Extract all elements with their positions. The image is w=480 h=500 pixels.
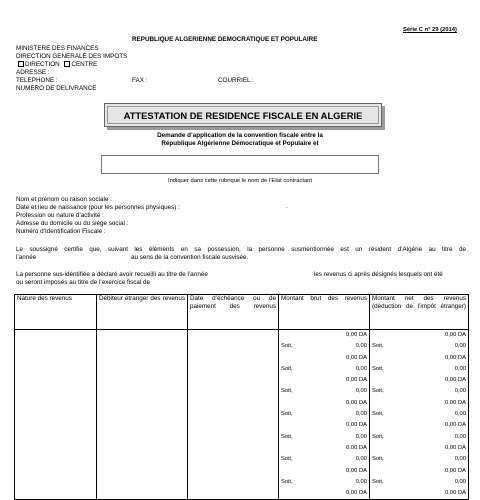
brut-soit-label: Soit, (281, 388, 293, 395)
request-line-2: République Algérienne Démocratique et Populaire et (161, 140, 319, 147)
net-amount-line (372, 488, 466, 499)
adresse-domicile-label: Adresse du domicile ou du siège social : (16, 220, 129, 227)
numero-delivrance-label: NUMERO DE DELIVRANCE (16, 85, 97, 92)
net-cell[interactable] (370, 330, 469, 500)
brut-amount-list (281, 330, 367, 499)
document-title: ATTESTATION DE RESIDENCE FISCALE EN ALGERIE (107, 106, 379, 124)
direction-generale-label: DIRECTION GENERALE DES IMPOTS (16, 53, 128, 60)
table-header-row (15, 295, 469, 330)
courriel-label: COURRIEL : (218, 77, 254, 84)
serie-reference: Série C n° 29 (2014) (403, 27, 457, 33)
brut-soit-label: Soit, (281, 343, 293, 350)
net-amount-line (372, 443, 466, 454)
brut-soit-label: Soit, (281, 433, 293, 440)
net-amount-value: 0,00 (454, 433, 466, 440)
net-amount-line (372, 364, 466, 375)
net-amount-value: 0,00 DA (445, 444, 466, 451)
brut-amount-value: 0,00 (355, 388, 367, 395)
net-amount-value: 0,00 (454, 365, 466, 372)
ministry-label: MINISTERE DES FINANCES (16, 45, 99, 52)
certification-line-2: au sens de la convention fiscale susvisée. (131, 254, 249, 261)
net-amount-line (372, 466, 466, 477)
header-nature: Nature des revenus (15, 295, 97, 330)
net-amount-value: 0,00 (454, 343, 466, 350)
net-amount-line (372, 341, 466, 352)
request-line-1: Demande d’application de la convention fiscale entre la (157, 132, 323, 139)
net-amount-line (372, 477, 466, 488)
brut-amount-line (281, 443, 367, 454)
brut-amount-value: 0,00 (355, 456, 367, 463)
net-amount-line (372, 420, 466, 431)
net-amount-value: 0,00 (454, 456, 466, 463)
date-lieu-label: Date et lieu de naissance (pour les personnes physiques) : (16, 204, 180, 211)
brut-amount-line (281, 398, 367, 409)
nom-label: Nom et prénom ou raison sociale : (16, 196, 112, 203)
brut-soit-label: Soit, (281, 456, 293, 463)
date-lieu-dot: . (286, 203, 288, 210)
title-banner (104, 103, 382, 127)
republic-title: REPUBLIQUE ALGERIENNE DEMOCRATIQUE ET POPULAIRE (132, 36, 318, 43)
centre-checkbox-label: CENTRE (71, 61, 98, 68)
direction-checkbox[interactable] (18, 61, 24, 67)
brut-amount-value: 0,00 DA (346, 490, 367, 497)
nif-label: Numéro d’Identification Fiscale : (16, 228, 106, 235)
header-net: Montant net des revenus (déduction de l’impôt étranger) (370, 295, 469, 330)
net-amount-line (372, 330, 466, 341)
revenues-table (14, 294, 469, 500)
net-soit-label: Soit, (372, 343, 384, 350)
net-amount-line (372, 353, 466, 364)
net-soit-label: Soit, (372, 433, 384, 440)
country-instruction: Indiquer dans cette rubrique le nom de l’Etat contractant (167, 178, 313, 184)
net-amount-line (372, 398, 466, 409)
brut-amount-value: 0,00 (355, 343, 367, 350)
brut-amount-line (281, 364, 367, 375)
net-amount-value: 0,00 DA (445, 422, 466, 429)
brut-amount-value: 0,00 (355, 478, 367, 485)
brut-soit-label: Soit, (281, 411, 293, 418)
certification-line-1: Le soussigné certifie que, suivant les éléments en sa possession, la personne susmentionnée est un résident d’Algérie au titre de (16, 246, 466, 253)
brut-amount-line (281, 375, 367, 386)
brut-amount-line (281, 353, 367, 364)
net-amount-line (372, 375, 466, 386)
table-row (15, 330, 469, 500)
fax-label: FAX : (132, 77, 148, 84)
net-soit-label: Soit, (372, 388, 384, 395)
date-cell[interactable] (188, 330, 279, 500)
net-amount-list (372, 330, 466, 499)
brut-amount-value: 0,00 (355, 411, 367, 418)
declaration-line-1a: La personne sus-identifiée a déclaré avoir recueilli au titre de l’année (16, 271, 208, 278)
brut-amount-line (281, 330, 367, 341)
brut-soit-label: Soit, (281, 365, 293, 372)
declaration-line-1b: les revenus ci après désignés lesquels ont été (314, 271, 443, 278)
net-amount-value: 0,00 DA (445, 467, 466, 474)
net-amount-value: 0,00 (454, 411, 466, 418)
net-amount-value: 0,00 DA (445, 399, 466, 406)
net-amount-value: 0,00 DA (445, 354, 466, 361)
brut-amount-line (281, 341, 367, 352)
net-amount-line (372, 432, 466, 443)
brut-amount-line (281, 466, 367, 477)
header-debiteur: Débiteur étranger des revenus (97, 295, 188, 330)
direction-type-row (18, 61, 97, 69)
brut-amount-value: 0,00 DA (346, 354, 367, 361)
brut-amount-line (281, 477, 367, 488)
telephone-label: TELEPHONE : (16, 77, 58, 84)
brut-amount-line (281, 386, 367, 397)
brut-amount-line (281, 409, 367, 420)
brut-amount-value: 0,00 DA (346, 399, 367, 406)
net-amount-value: 0,00 DA (445, 377, 466, 384)
brut-amount-line (281, 432, 367, 443)
brut-amount-line (281, 454, 367, 465)
certification-year-label: l’année (16, 254, 37, 261)
brut-amount-line (281, 420, 367, 431)
brut-amount-value: 0,00 DA (346, 444, 367, 451)
net-amount-line (372, 409, 466, 420)
direction-checkbox-label: DIRECTION (25, 61, 60, 68)
net-soit-label: Soit, (372, 478, 384, 485)
brut-amount-value: 0,00 DA (346, 377, 367, 384)
header-brut: Montant brut des revenus (279, 295, 370, 330)
debiteur-cell[interactable] (97, 330, 188, 500)
net-amount-value: 0,00 (454, 478, 466, 485)
brut-cell[interactable] (279, 330, 370, 500)
net-soit-label: Soit, (372, 456, 384, 463)
contracting-state-field[interactable] (101, 155, 379, 174)
brut-amount-value: 0,00 DA (346, 422, 367, 429)
brut-amount-line (281, 488, 367, 499)
net-amount-value: 0,00 (454, 388, 466, 395)
header-date: Date d’échéance ou de paiement des revenus (188, 295, 279, 330)
brut-amount-value: 0,00 DA (346, 332, 367, 338)
declaration-line-2: ou seront imposés au titre de l’exercice fiscal de (16, 279, 151, 286)
net-amount-line (372, 386, 466, 397)
net-amount-line (372, 454, 466, 465)
net-soit-label: Soit, (372, 365, 384, 372)
brut-amount-value: 0,00 (355, 365, 367, 372)
brut-amount-value: 0,00 DA (346, 467, 367, 474)
net-amount-value: 0,00 DA (445, 332, 466, 338)
adresse-label: ADRESSE : (16, 69, 50, 76)
brut-amount-value: 0,00 (355, 433, 367, 440)
centre-checkbox[interactable] (64, 61, 70, 67)
brut-soit-label: Soit, (281, 478, 293, 485)
nature-cell[interactable] (15, 330, 97, 500)
net-amount-value: 0,00 DA (445, 490, 466, 497)
profession-label: Profession ou nature d’activité : (16, 212, 104, 219)
net-soit-label: Soit, (372, 411, 384, 418)
